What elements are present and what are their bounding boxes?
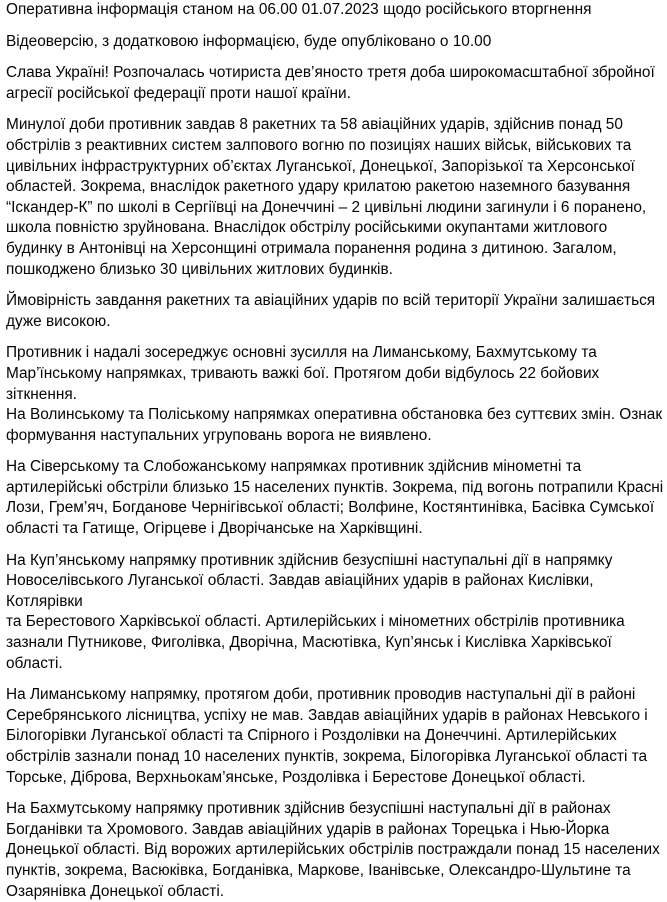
post-heading: Оперативна інформація станом на 06.00 01.07.2023 щодо російського вторгнення <box>6 1 592 18</box>
kupiansk-paragraph: На Куп’янському напрямку противник здійснив безуспішні наступальні дії в напрямку Новоселівського Луганської області. Завдав авіаційних ударів в районах Кислівки, Котлярівки та Берестового Харківської області. Артилерійських і мінометних обстрілів противника зазнали Путникове, Фиголівка, Дворічна, Масютівка, Куп’янськ і Кислівка Харківської області. <box>6 551 625 672</box>
intro-paragraph: Слава Україні! Розпочалась чотириста дев’яносто третя доба широкомасштабної збройної агресії російської федерації проти нашої країни. <box>6 64 655 102</box>
main-efforts-paragraph: Противник і надалі зосереджує основні зусилля на Лиманському, Бахмутському та Мар’їнському напрямках, тривають важкі бої. Протягом доби відбулось 22 бойових зіткнення. На Волинському та Поліському напрямках оперативна обстановка без суттєвих змін. Ознак формування наступальних угруповань ворога не виявлено. <box>6 344 663 444</box>
threat-paragraph: Ймовірність завдання ракетних та авіаційних ударів по всій території України залишається дуже високою. <box>6 292 656 330</box>
video-notice: Відеоверсію, з додатковою інформацією, буде опубліковано о 10.00 <box>6 32 492 50</box>
lyman-paragraph: На Лиманському напрямку, протягом доби, противник проводив наступальні дії в районі Серебрянського лісництва, успіху не мав. Завдав авіаційних ударів в районах Невського і Білогорівки Луганської області та Спірного і Роздолівки на Донеччині. Артилерійських обстрілів зазнали понад 10 населених пунктів, зокрема, Білогорівка Луганської області та Торське, Діброва, Верхньокам’янське, Роздолівка і Берестове Донецької області. <box>6 686 648 786</box>
siversk-slobozhansk-paragraph: На Сіверському та Слобожанському напрямках противник здійснив мінометні та артилерійські обстріли близько 15 населених пунктів. Зокрема, під вогонь потрапили Красні Лози, Грем’яч, Богданове Чернігівської області; Волфине, Костянтинівка, Басівка Сумської області та Гатище, Огірцеве і Дворічанське на Харківщині. <box>6 458 664 538</box>
strikes-paragraph: Минулої доби противник завдав 8 ракетних та 58 авіаційних ударів, здійснив понад 50 обстрілів з реактивних систем залпового вогню по позиціях наших військ, військових та цивільних інфраструктурних об’єктах Луганської, Донецької, Запорізької та Херсонської областей. Зокрема, внаслідок ракетного удару крилатою ракетою наземного базування “Іскандер-К” по школі в Сергіївці на Донеччині – 2 цивільні людини загинули і 6 поранено, школа повністю зруйнована. Внаслідок обстрілу російськими окупантами житлового будинку в Антонівці на Херсонщині отримала поранення родина з дитиною. Загалом, пошкоджено близько 30 цивільних житлових будинків. <box>6 116 647 278</box>
bakhmut-paragraph: На Бахмутському напрямку противник здійснив безуспішні наступальні дії в районах Богданівки та Хромового. Завдав авіаційних ударів в районах Торецька і Нью-Йорка Донецької області. Від ворожих артилерійських обстрілів постраждали понад 15 населених пунктів, зокрема, Васюківка, Богданівка, Маркове, Іванівське, Олександро-Шультине та Озарянівка Донецької області. <box>6 800 660 900</box>
